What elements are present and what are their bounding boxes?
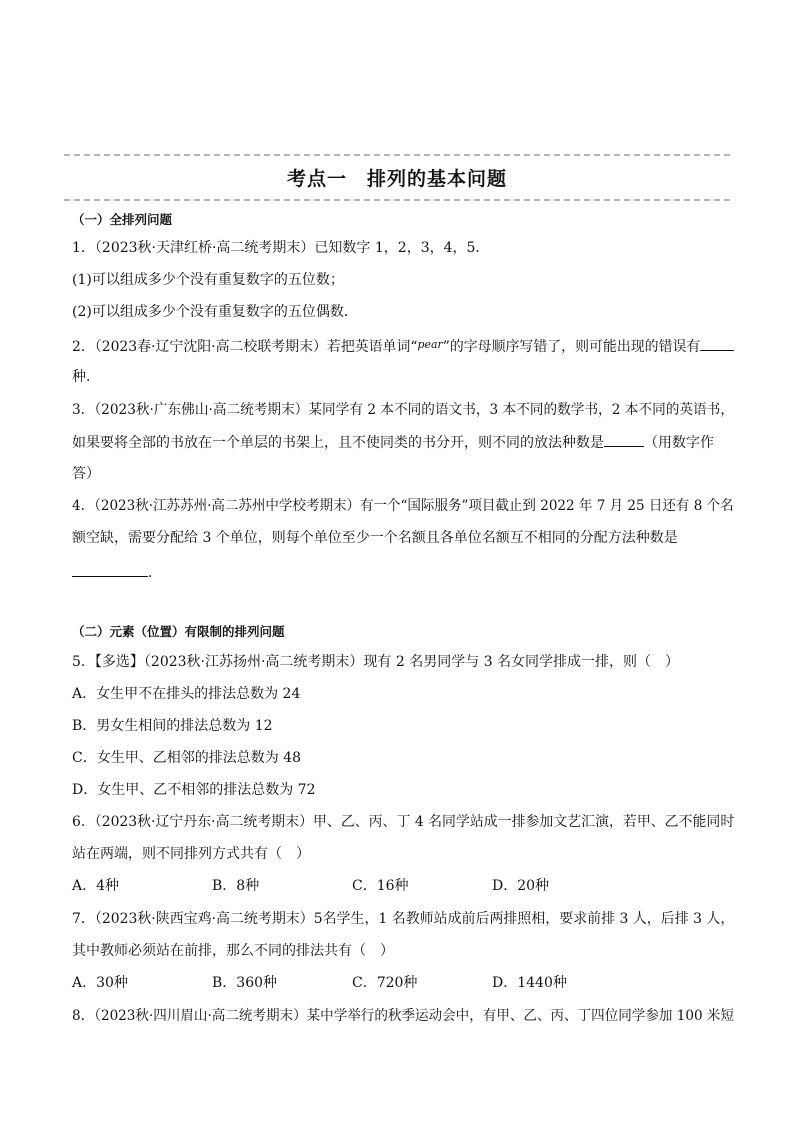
q7-line1: 7．（2023秋·陕西宝鸡·高二统考期末）5名学生，1 名教师站成前后两排照相，要求前排 3 人，后排 3 人， (72, 911, 735, 927)
bottom-divider (64, 199, 730, 201)
q5-option-c: C．女生甲、乙相邻的排法总数为 48 (72, 750, 301, 766)
q3-line2 (72, 432, 714, 453)
q2-line2: 种． (72, 369, 100, 385)
q6-line1: 6．（2023秋·辽宁丹东·高二统考期末）甲、乙、丙、丁 4 名同学站成一排参加文艺汇演，若甲、乙不能同时 (72, 814, 735, 830)
q1-sub2: (2)可以组成多少个没有重复数字的五位偶数． (72, 304, 358, 320)
q4-line3 (72, 562, 152, 583)
section-heading-1: （一）全排列问题 (72, 212, 173, 227)
q5-option-d: D．女生甲、乙不相邻的排法总数为 72 (72, 782, 316, 798)
q3-line2b: （用数字作 (644, 435, 714, 451)
q5-option-a: A．女生甲不在排头的排法总数为 24 (72, 686, 301, 702)
q7-option-d: D．1440种 (492, 975, 567, 991)
q3-line3: 答） (72, 466, 100, 482)
title-part1: 考点一 (286, 168, 347, 190)
q5-stem: 5．【多选】（2023秋·江苏扬州·高二统考期末）现有 2 名男同学与 3 名女同学排成一排，则（ ） (72, 654, 680, 670)
q6-line2: 站在两端，则不同排列方式共有（ ） (72, 846, 310, 862)
q2-line1 (72, 335, 734, 357)
q2-after: ”的字母顺序写错了，则可能出现的错误有 (442, 339, 701, 355)
q4-line1: 4．（2023秋·江苏苏州·高二苏州中学校考期末）有一个“国际服务”项目截止到 2022 年 7 月 25 日还有 8 个名 (72, 498, 734, 514)
q5-option-b: B．男女生相间的排法总数为 12 (72, 718, 273, 734)
q7-options (72, 973, 632, 993)
q1-stem: 1．（2023秋·天津红桥·高二统考期末）已知数字 1，2，3，4，5． (72, 240, 490, 256)
q4-answer-blank (72, 562, 148, 577)
q7-option-a: A．30种 (72, 975, 128, 991)
q6-option-b: B．8种 (212, 878, 260, 894)
q2-answer-blank (700, 336, 734, 351)
q8-line1: 8．（2023秋·四川眉山·高二统考期末）某中学举行的秋季运动会中，有甲、乙、丙、丁四位同学参加 100 米短 (72, 1008, 735, 1024)
q6-option-d: D．20种 (492, 878, 550, 894)
q7-line2: 其中教师必须站在前排，那么不同的排法共有（ ） (72, 943, 394, 959)
q1-sub1: (1)可以组成多少个没有重复数字的五位数； (72, 272, 344, 288)
q3-answer-blank (604, 432, 644, 447)
section-heading-2: （二）元素（位置）有限制的排列问题 (72, 624, 285, 639)
q3-line1: 3．（2023秋·广东佛山·高二统考期末）某同学有 2 本不同的语文书，3 本不同的数学书，2 本不同的英语书， (72, 402, 734, 418)
q3-line2a: 如果要将全部的书放在一个单层的书架上，且不使同类的书分开，则不同的放法种数是 (72, 435, 604, 451)
q2-before: 2．（2023春·辽宁沈阳·高二校联考期末）若把英语单词“ (72, 339, 418, 355)
q7-option-c: C．720种 (352, 975, 418, 991)
q6-option-c: C．16种 (352, 878, 409, 894)
top-divider (64, 154, 730, 156)
page-title (0, 164, 794, 191)
q2-word: pear (417, 338, 443, 351)
title-part2: 排列的基本问题 (367, 168, 508, 190)
q4-line2: 额空缺，需要分配给 3 个单位，则每个单位至少一个名额且各单位名额互不相同的分配方法种数是 (72, 530, 678, 546)
q7-option-b: B．360种 (212, 975, 278, 991)
q6-option-a: A．4种 (72, 878, 120, 894)
q6-options (72, 876, 632, 896)
q4-period: . (148, 565, 153, 581)
